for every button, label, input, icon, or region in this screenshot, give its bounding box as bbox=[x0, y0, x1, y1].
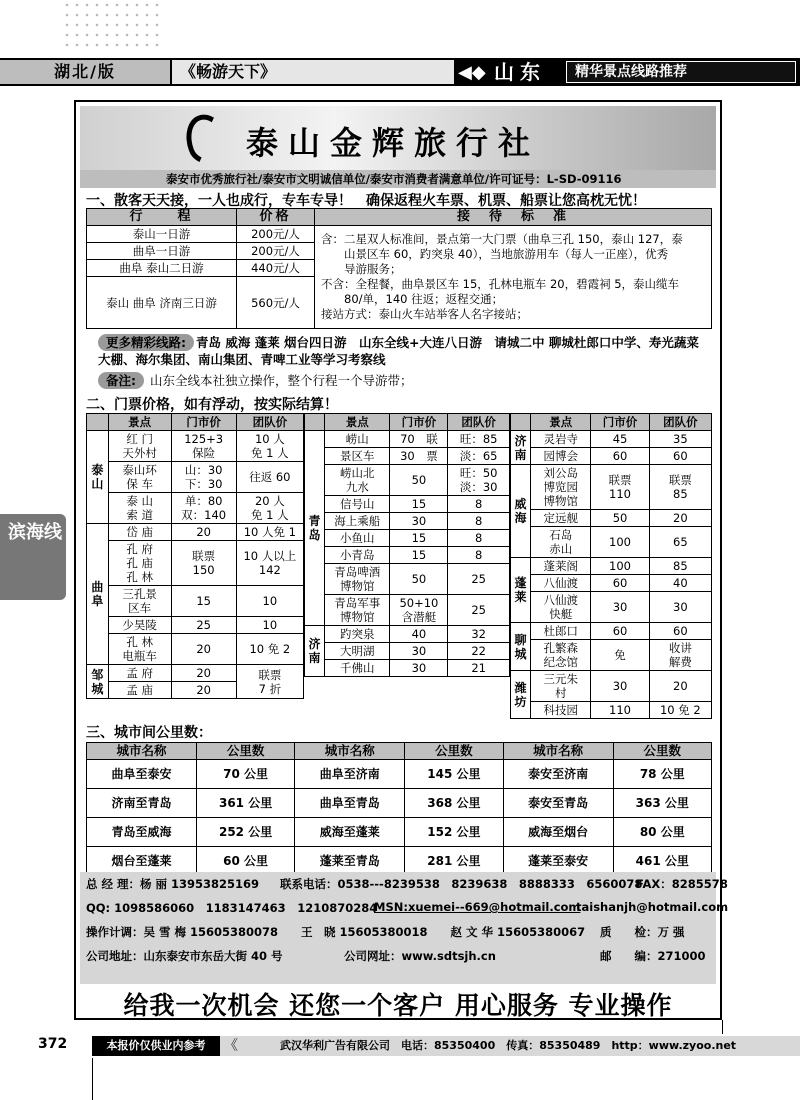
group-price: 8 bbox=[448, 513, 510, 530]
spot-name: 孟 庙 bbox=[108, 682, 171, 699]
route-name: 泰山一日游 bbox=[87, 226, 237, 243]
spot-name: 小青岛 bbox=[324, 547, 390, 564]
note bbox=[98, 372, 413, 389]
region-tagline: 精华景点线路推荐 bbox=[566, 61, 796, 83]
gate-price: 20 bbox=[171, 682, 236, 699]
gate-price: 125+3 保险 bbox=[171, 431, 236, 462]
group-price: 10 人 免 1 人 bbox=[236, 431, 303, 462]
col-header-gate-price: 门市价 bbox=[591, 414, 649, 431]
spot-name: 杜郎口 bbox=[531, 623, 591, 640]
table-row bbox=[305, 431, 510, 448]
spot-name: 灵岩寺 bbox=[531, 431, 591, 448]
col-header-distance: 公里数 bbox=[405, 743, 503, 760]
gate-price: 100 bbox=[591, 527, 649, 558]
table-row bbox=[87, 818, 712, 847]
slogan: 给我一次机会 还您一个客户 用心服务 专业操作 bbox=[123, 991, 673, 1020]
distance: 78 公里 bbox=[613, 760, 711, 789]
table-row bbox=[305, 626, 510, 643]
gate-price: 30 bbox=[591, 592, 649, 623]
divider bbox=[92, 1058, 93, 1100]
col-header-spot: 景点 bbox=[531, 414, 591, 431]
col-header-spot: 景点 bbox=[108, 414, 171, 431]
section3-title: 三、城市间公里数： bbox=[86, 725, 212, 741]
city-pair: 威海至烟台 bbox=[503, 818, 613, 847]
table-row bbox=[511, 558, 712, 575]
page-header bbox=[0, 58, 800, 86]
table-row bbox=[87, 760, 712, 789]
gate-price: 山：30 下：30 bbox=[171, 462, 236, 493]
table-row bbox=[87, 524, 304, 541]
city-pair: 曲阜至青岛 bbox=[295, 789, 405, 818]
table-row bbox=[511, 465, 712, 510]
table-row bbox=[87, 634, 304, 665]
spot-name: 八仙渡 快艇 bbox=[531, 592, 591, 623]
distance: 363 公里 bbox=[613, 789, 711, 818]
table-row bbox=[305, 513, 510, 530]
group-price: 32 bbox=[448, 626, 510, 643]
gate-price: 联票 150 bbox=[171, 541, 236, 586]
company-banner bbox=[80, 106, 716, 170]
gate-price: 50 bbox=[390, 564, 448, 595]
group-price: 60 bbox=[649, 448, 711, 465]
gate-price: 联票 110 bbox=[591, 465, 649, 510]
col-header-distance: 公里数 bbox=[613, 743, 711, 760]
city-pair: 曲阜至泰安 bbox=[87, 760, 197, 789]
table-row bbox=[511, 527, 712, 558]
table-row bbox=[511, 623, 712, 640]
spot-name: 三孔景 区车 bbox=[108, 586, 171, 617]
city-pair: 青岛至威海 bbox=[87, 818, 197, 847]
table-row bbox=[305, 595, 510, 626]
region-name: 山东 bbox=[494, 60, 546, 84]
spot-name: 红 门 天外村 bbox=[108, 431, 171, 462]
gate-price: 15 bbox=[390, 530, 448, 547]
col-header-route: 行 程 bbox=[87, 209, 237, 226]
spot-name: 孟 府 bbox=[108, 665, 171, 682]
distance: 281 公里 bbox=[405, 847, 503, 876]
col-header-gate-price: 门市价 bbox=[171, 414, 236, 431]
route-name: 曲阜 泰山二日游 bbox=[87, 260, 237, 277]
gate-price: 30 bbox=[591, 671, 649, 702]
spot-name: 崂山 bbox=[324, 431, 390, 448]
col-header-standard: 接 待 标 准 bbox=[315, 209, 712, 226]
fax-number: FAX：8285578 bbox=[636, 877, 728, 891]
distance: 145 公里 bbox=[405, 760, 503, 789]
region-group: 聊城 bbox=[511, 623, 531, 671]
gate-price: 15 bbox=[390, 547, 448, 564]
table-row bbox=[511, 671, 712, 702]
edition-label: 湖北/版 bbox=[0, 60, 172, 84]
col-header-price: 价格 bbox=[237, 209, 315, 226]
region-group: 济南 bbox=[305, 626, 325, 677]
distance: 361 公里 bbox=[196, 789, 294, 818]
region-group: 邹城 bbox=[87, 665, 109, 699]
route-price: 440元/人 bbox=[237, 260, 315, 277]
company-certifications: 泰安市优秀旅行社/泰安市文明诚信单位/泰安市消费者满意单位/许可证号：L-SD-09116 bbox=[80, 170, 716, 188]
decorative-dots bbox=[62, 0, 162, 52]
region-group: 蓬莱 bbox=[511, 558, 531, 623]
table-row bbox=[511, 640, 712, 671]
gate-price: 50 bbox=[390, 465, 448, 496]
ticket-table-b bbox=[304, 413, 510, 677]
gate-price: 100 bbox=[591, 558, 649, 575]
table-row bbox=[87, 665, 304, 682]
col-header-gate-price: 门市价 bbox=[390, 414, 448, 431]
city-pair: 蓬莱至青岛 bbox=[295, 847, 405, 876]
gate-price: 70 联 bbox=[390, 431, 448, 448]
city-pair: 济南至青岛 bbox=[87, 789, 197, 818]
spot-name: 少昊陵 bbox=[108, 617, 171, 634]
col-header-distance: 公里数 bbox=[196, 743, 294, 760]
gate-price: 60 bbox=[591, 575, 649, 592]
gate-price: 30 bbox=[390, 513, 448, 530]
group-price: 25 bbox=[448, 564, 510, 595]
group-price: 21 bbox=[448, 660, 510, 677]
group-price: 旺：85 bbox=[448, 431, 510, 448]
side-tab: 滨海线 bbox=[0, 514, 66, 600]
spot-name: 孔 林 电瓶车 bbox=[108, 634, 171, 665]
distance: 368 公里 bbox=[405, 789, 503, 818]
table-row bbox=[511, 431, 712, 448]
city-pair: 烟台至蓬莱 bbox=[87, 847, 197, 876]
spot-name: 崂山北 九水 bbox=[324, 465, 390, 496]
spot-name: 青岛军事 博物馆 bbox=[324, 595, 390, 626]
qq-numbers: QQ: 1098586060 1183147463 1210870284 bbox=[86, 901, 378, 915]
distance: 152 公里 bbox=[405, 818, 503, 847]
distance: 60 公里 bbox=[196, 847, 294, 876]
city-pair: 泰安至济南 bbox=[503, 760, 613, 789]
note-text: 山东全线本社独立操作，整个行程一个导游带； bbox=[149, 373, 413, 388]
distance: 461 公里 bbox=[613, 847, 711, 876]
spot-name: 千佛山 bbox=[324, 660, 390, 677]
spot-name: 园博会 bbox=[531, 448, 591, 465]
note-label: 备注: bbox=[98, 372, 144, 389]
group-price: 30 bbox=[649, 592, 711, 623]
chevron-left-icon: 《 bbox=[224, 1038, 238, 1054]
company-name: 泰山金辉旅行社 bbox=[246, 124, 541, 162]
msn-address[interactable]: MSN:xuemei--669@hotmail.com bbox=[374, 900, 581, 914]
spot-name: 定远舰 bbox=[531, 510, 591, 527]
table-row bbox=[87, 586, 304, 617]
company-website[interactable]: 公司网址：www.sdtsjh.cn bbox=[344, 949, 496, 963]
gate-price: 30 票 bbox=[390, 448, 448, 465]
group-price: 往返 60 bbox=[236, 462, 303, 493]
table-row bbox=[511, 575, 712, 592]
group-price: 联票 85 bbox=[649, 465, 711, 510]
spot-name: 景区车 bbox=[324, 448, 390, 465]
col-header-group-price: 团队价 bbox=[649, 414, 711, 431]
region-group: 济南 bbox=[511, 431, 531, 465]
gate-price: 50 bbox=[591, 510, 649, 527]
region-group: 潍坊 bbox=[511, 671, 531, 719]
group-price: 60 bbox=[649, 623, 711, 640]
route-price: 200元/人 bbox=[237, 243, 315, 260]
table-row bbox=[511, 448, 712, 465]
operators: 操作计调：吴 雪 梅 15605380078 王 晓 15605380018 赵 文 华 15605380067 bbox=[86, 925, 586, 939]
group-price: 10 人以上 142 bbox=[236, 541, 303, 586]
col-header-group bbox=[87, 414, 109, 431]
route-name: 曲阜一日游 bbox=[87, 243, 237, 260]
spot-name: 小鱼山 bbox=[324, 530, 390, 547]
spot-name: 蓬莱阁 bbox=[531, 558, 591, 575]
page-footer bbox=[0, 1034, 800, 1058]
divider bbox=[722, 1020, 723, 1034]
group-price: 旺：50 淡：30 bbox=[448, 465, 510, 496]
gate-price: 15 bbox=[171, 586, 236, 617]
service-standards: 含：二星双人标准间，景点第一大门票（曲阜三孔 150，泰山 127，泰 山景区车 60，趵突泉 40），当地旅游用车（每人一正座），优秀 导游服务； 不含：全程餐，曲阜景区车 15，孔林电瓶车 20，碧霞祠 5，泰山缆车 80/单，140 往返；返程交通； 接站方式：泰山火车站举客人名字接站； bbox=[315, 226, 712, 329]
table-row bbox=[511, 510, 712, 527]
group-price: 8 bbox=[448, 496, 510, 513]
table-row bbox=[305, 465, 510, 496]
gate-price: 25 bbox=[171, 617, 236, 634]
distance-table bbox=[86, 742, 712, 876]
ticket-table-a bbox=[86, 413, 304, 699]
gate-price: 单：80 双：140 bbox=[171, 493, 236, 524]
spot-name: 科技园 bbox=[531, 702, 591, 719]
route-price-table bbox=[86, 208, 712, 329]
group-price: 20 人 免 1 人 bbox=[236, 493, 303, 524]
ad-frame bbox=[74, 100, 729, 1020]
table-row bbox=[87, 493, 304, 524]
region-banner bbox=[454, 60, 800, 84]
table-row bbox=[305, 660, 510, 677]
gate-price: 20 bbox=[171, 524, 236, 541]
city-pair: 曲阜至济南 bbox=[295, 760, 405, 789]
table-row bbox=[305, 530, 510, 547]
spot-name: 刘公岛 博览园 博物馆 bbox=[531, 465, 591, 510]
spot-name: 石岛 赤山 bbox=[531, 527, 591, 558]
region-group: 威海 bbox=[511, 465, 531, 558]
region-group: 青岛 bbox=[305, 431, 325, 626]
group-price: 10 bbox=[236, 586, 303, 617]
company-address: 公司地址：山东泰安市东岳大街 40 号 bbox=[86, 949, 283, 963]
phone-numbers: 联系电话：0538---8239538 8239638 8888333 6560078 bbox=[280, 877, 643, 891]
company-logo-icon bbox=[179, 108, 236, 169]
group-price: 淡：65 bbox=[448, 448, 510, 465]
gate-price: 15 bbox=[390, 496, 448, 513]
group-price: 8 bbox=[448, 547, 510, 564]
spot-name: 趵突泉 bbox=[324, 626, 390, 643]
route-price: 200元/人 bbox=[237, 226, 315, 243]
group-price: 22 bbox=[448, 643, 510, 660]
footer-notice: 本报价仅供业内参考 bbox=[92, 1036, 220, 1056]
table-row bbox=[87, 462, 304, 493]
group-price: 8 bbox=[448, 530, 510, 547]
table-row bbox=[87, 789, 712, 818]
spot-name: 青岛啤酒 博物馆 bbox=[324, 564, 390, 595]
spot-name: 信号山 bbox=[324, 496, 390, 513]
spot-name: 孔 府 孔 庙 孔 林 bbox=[108, 541, 171, 586]
diamond-icon: ◀◆ bbox=[458, 62, 486, 83]
group-price: 10 bbox=[236, 617, 303, 634]
spot-name: 岱 庙 bbox=[108, 524, 171, 541]
gate-price: 110 bbox=[591, 702, 649, 719]
col-header-city: 城市名称 bbox=[503, 743, 613, 760]
group-price: 40 bbox=[649, 575, 711, 592]
group-price: 联票 7 折 bbox=[236, 665, 303, 699]
table-row bbox=[305, 448, 510, 465]
col-header-city: 城市名称 bbox=[295, 743, 405, 760]
gate-price: 20 bbox=[171, 665, 236, 682]
col-header-spot: 景点 bbox=[324, 414, 390, 431]
group-price: 25 bbox=[448, 595, 510, 626]
spot-name: 孔繁森 纪念馆 bbox=[531, 640, 591, 671]
city-pair: 泰安至青岛 bbox=[503, 789, 613, 818]
section1-title: 一、散客天天接，一人也成行，专车专导！ 确保返程火车票、机票、船票让您高枕无忧！ bbox=[86, 193, 646, 209]
distance: 252 公里 bbox=[196, 818, 294, 847]
table-row bbox=[305, 496, 510, 513]
group-price: 10 免 2 bbox=[236, 634, 303, 665]
table-row bbox=[305, 564, 510, 595]
col-header-group bbox=[511, 414, 531, 431]
gate-price: 30 bbox=[390, 660, 448, 677]
group-price: 20 bbox=[649, 671, 711, 702]
spot-name: 大明湖 bbox=[324, 643, 390, 660]
section2-title: 二、门票价格，如有浮动，按实际结算！ bbox=[86, 397, 338, 413]
distance: 80 公里 bbox=[613, 818, 711, 847]
spot-name: 泰 山 索 道 bbox=[108, 493, 171, 524]
route-price: 560元/人 bbox=[237, 277, 315, 329]
group-price: 10 免 2 bbox=[649, 702, 711, 719]
general-manager: 总 经 理：杨 丽 13953825169 bbox=[86, 877, 260, 891]
region-group: 泰山 bbox=[87, 431, 109, 524]
magazine-title: 《畅游天下》 bbox=[180, 62, 277, 81]
col-header-group-price: 团队价 bbox=[448, 414, 510, 431]
quality-inspector: 质 检：万 强 bbox=[600, 925, 685, 939]
postal-code: 邮 编：271000 bbox=[600, 949, 706, 963]
table-row bbox=[511, 592, 712, 623]
more-routes bbox=[98, 334, 708, 368]
more-routes-label: 更多精彩线路: bbox=[98, 334, 194, 351]
table-row bbox=[87, 541, 304, 586]
gate-price: 20 bbox=[171, 634, 236, 665]
spot-name: 八仙渡 bbox=[531, 575, 591, 592]
group-price: 10 人免 1 bbox=[236, 524, 303, 541]
spot-name: 海上乘船 bbox=[324, 513, 390, 530]
city-pair: 威海至蓬莱 bbox=[295, 818, 405, 847]
table-row bbox=[87, 431, 304, 462]
spot-name: 三元朱 村 bbox=[531, 671, 591, 702]
page-number: 372 bbox=[38, 1036, 68, 1052]
footer-publisher-info: 武汉华利广告有限公司 电话：85350400 传真：85350489 http：www.zyoo.net bbox=[280, 1039, 737, 1052]
gate-price: 30 bbox=[390, 643, 448, 660]
group-price: 收讲 解费 bbox=[649, 640, 711, 671]
ticket-table-c bbox=[510, 413, 712, 719]
col-header-group-price: 团队价 bbox=[236, 414, 303, 431]
more-routes-text: 青岛 威海 蓬莱 烟台四日游 山东全线+大连八日游 请城二中 聊城杜郎口中学、寿光蔬菜大棚、海尔集团、南山集团、青啤工业等学习考察线 bbox=[98, 335, 699, 367]
group-price: 35 bbox=[649, 431, 711, 448]
col-header-group bbox=[305, 414, 325, 431]
gate-price: 50+10 含潜艇 bbox=[390, 595, 448, 626]
table-row bbox=[87, 617, 304, 634]
gate-price: 40 bbox=[390, 626, 448, 643]
spot-name: 泰山环 保 车 bbox=[108, 462, 171, 493]
region-group: 曲阜 bbox=[87, 524, 109, 665]
group-price: 65 bbox=[649, 527, 711, 558]
gate-price: 45 bbox=[591, 431, 649, 448]
gate-price: 免 bbox=[591, 640, 649, 671]
gate-price: 60 bbox=[591, 448, 649, 465]
group-price: 85 bbox=[649, 558, 711, 575]
table-row bbox=[305, 547, 510, 564]
distance: 70 公里 bbox=[196, 760, 294, 789]
col-header-city: 城市名称 bbox=[87, 743, 197, 760]
group-price: 20 bbox=[649, 510, 711, 527]
contact-info bbox=[80, 872, 729, 984]
gate-price: 60 bbox=[591, 623, 649, 640]
route-name: 泰山 曲阜 济南三日游 bbox=[87, 277, 237, 329]
table-row bbox=[511, 702, 712, 719]
table-row bbox=[305, 643, 510, 660]
email-address[interactable]: taishanjh@hotmail.com bbox=[576, 900, 729, 914]
city-pair: 蓬莱至泰安 bbox=[503, 847, 613, 876]
